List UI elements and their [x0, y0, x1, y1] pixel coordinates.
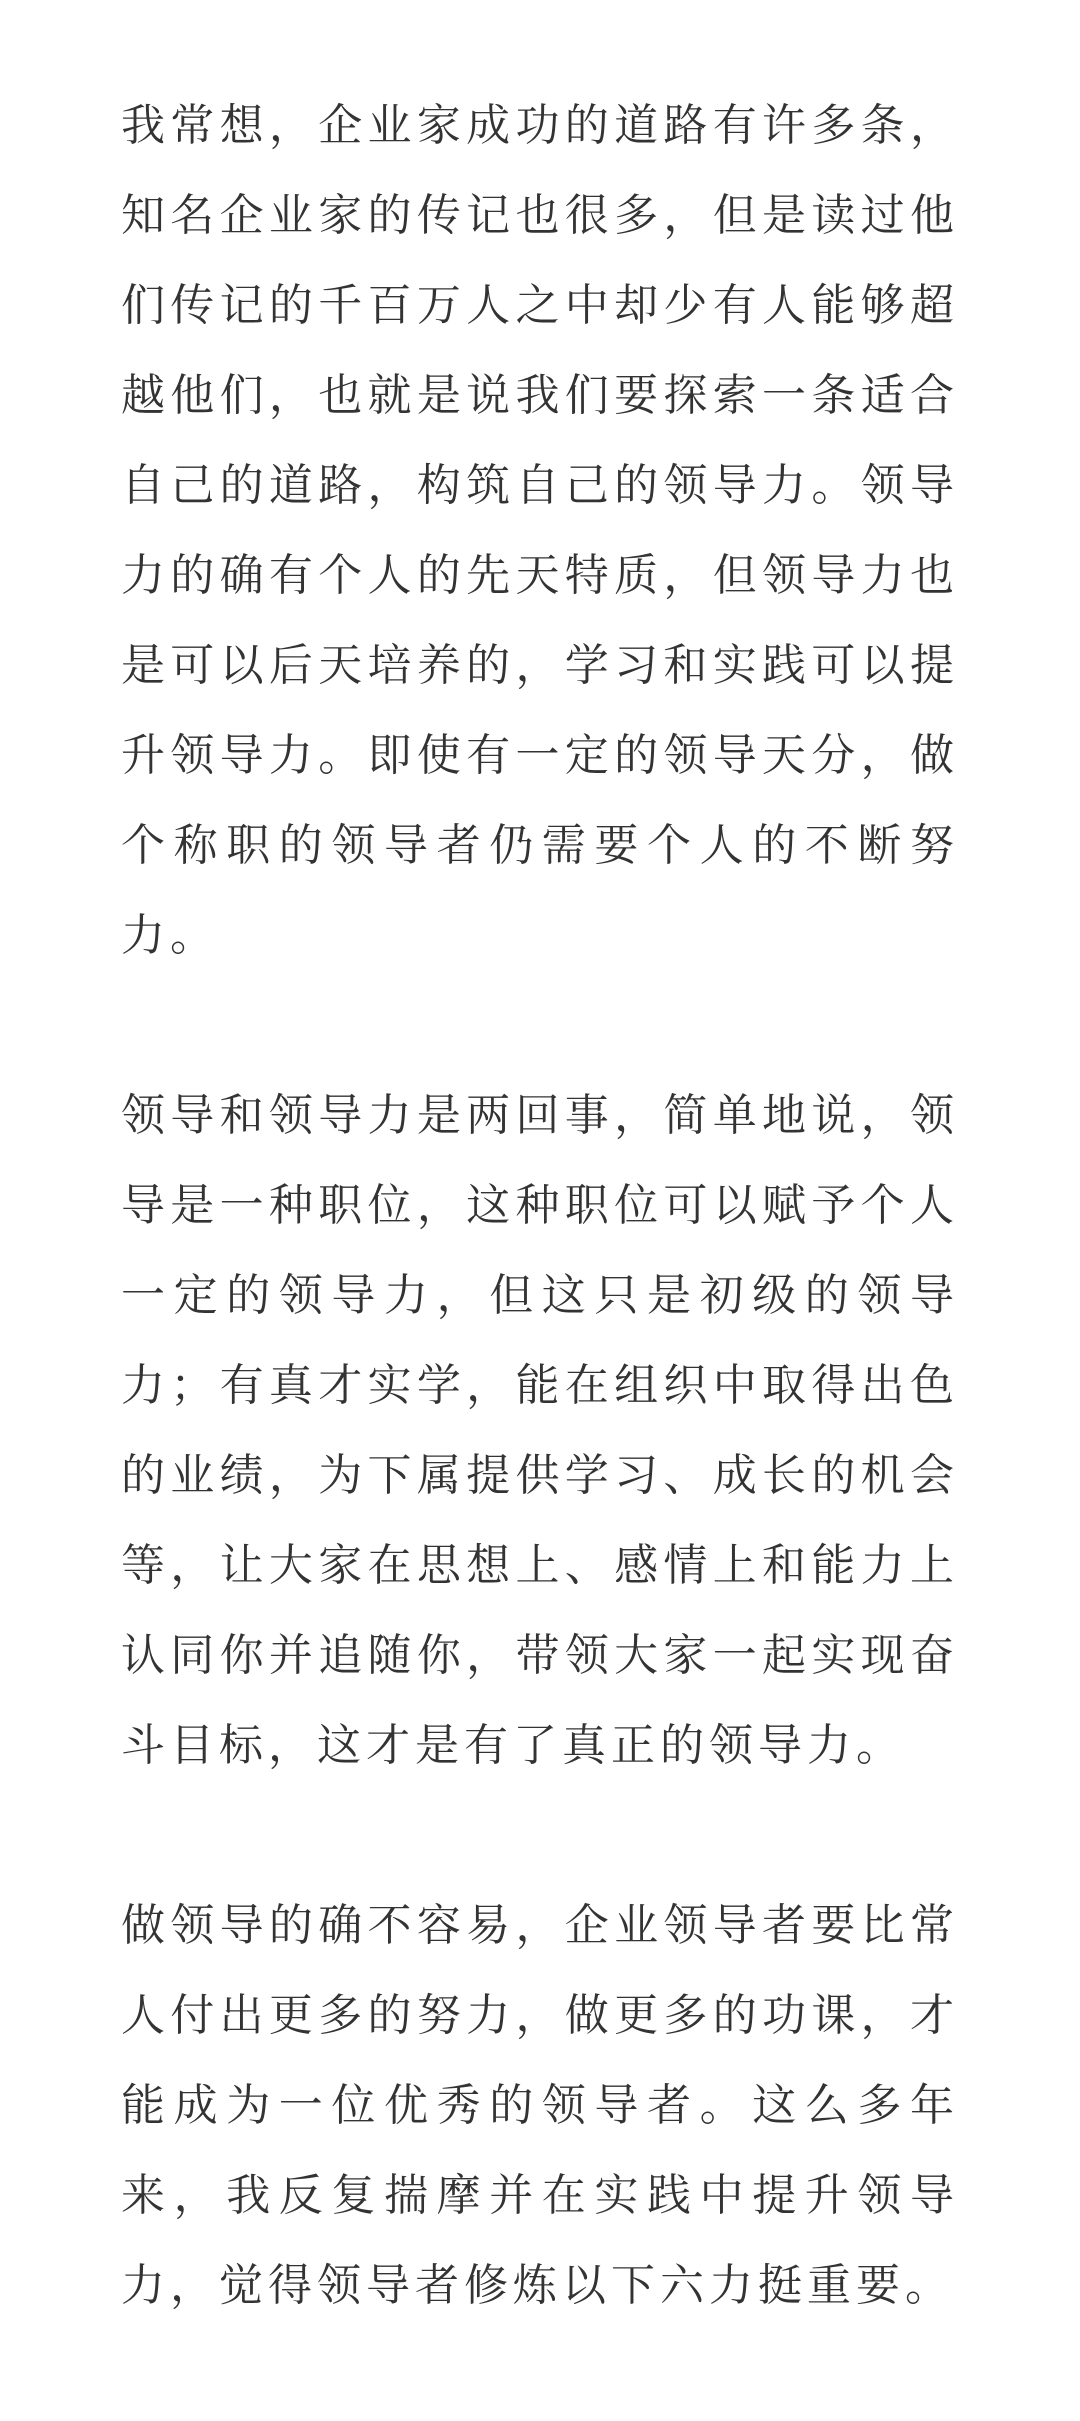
text-line: 越他们，也就是说我们要探索一条适合 — [121, 370, 959, 421]
text-line: 等，让大家在思想上、感情上和能力上 — [121, 1540, 959, 1591]
text-line: 个称职的领导者仍需要个人的不断努 — [121, 820, 959, 871]
text-line: 我常想，企业家成功的道路有许多条， — [121, 100, 959, 151]
text-line: 人付出更多的努力，做更多的功课，才 — [121, 1990, 959, 2041]
paragraph-3 — [121, 1881, 959, 2331]
paragraph-1 — [121, 81, 959, 981]
text-line: 力的确有个人的先天特质，但领导力也 — [121, 550, 959, 601]
text-line: 升领导力。即使有一定的领导天分，做 — [121, 730, 959, 781]
text-line: 力。 — [121, 910, 219, 961]
text-line: 的业绩，为下属提供学习、成长的机会 — [121, 1450, 959, 1501]
text-line: 力，觉得领导者修炼以下六力挺重要。 — [121, 2260, 954, 2311]
text-line: 一定的领导力，但这只是初级的领导 — [121, 1270, 959, 1321]
article-body — [121, 81, 959, 2421]
text-line: 斗目标，这才是有了真正的领导力。 — [121, 1720, 905, 1771]
text-line: 来，我反复揣摩并在实践中提升领导 — [121, 2170, 959, 2221]
text-line: 自己的道路，构筑自己的领导力。领导 — [121, 460, 959, 511]
text-line: 认同你并追随你，带领大家一起实现奋 — [121, 1630, 959, 1681]
text-line: 能成为一位优秀的领导者。这么多年 — [121, 2080, 959, 2131]
text-line: 做领导的确不容易，企业领导者要比常 — [121, 1900, 959, 1951]
text-line: 力；有真才实学，能在组织中取得出色 — [121, 1360, 959, 1411]
text-line: 知名企业家的传记也很多，但是读过他 — [121, 190, 959, 241]
text-line: 们传记的千百万人之中却少有人能够超 — [121, 280, 959, 331]
paragraph-2 — [121, 1071, 959, 1791]
text-line: 导是一种职位，这种职位可以赋予个人 — [121, 1180, 959, 1231]
text-line: 是可以后天培养的，学习和实践可以提 — [121, 640, 959, 691]
text-line: 领导和领导力是两回事，简单地说，领 — [121, 1090, 959, 1141]
